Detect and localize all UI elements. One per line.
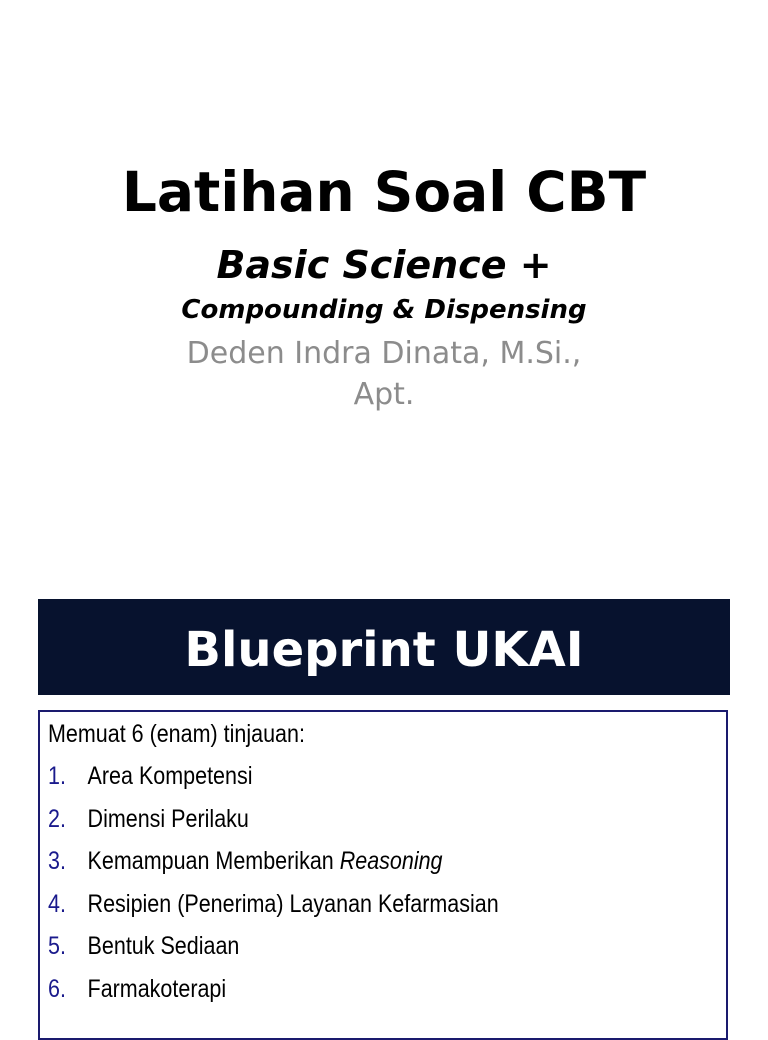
list-number: 1. (48, 762, 66, 790)
list-item (48, 973, 499, 1016)
list-label (88, 847, 443, 875)
list-number: 6. (48, 974, 66, 1003)
title-banner (38, 599, 730, 695)
list-label (88, 805, 249, 833)
plus-sign: + (519, 243, 552, 287)
list-item (48, 888, 499, 931)
banner-title: Blueprint UKAI (184, 622, 584, 678)
blueprint-slide (0, 590, 768, 1024)
list-label (88, 975, 227, 1003)
subtitle-text: Basic Science (216, 243, 507, 287)
list-label (88, 932, 240, 960)
list-item (48, 930, 499, 973)
list-label (88, 890, 499, 918)
slide-subtitle-secondary: Compounding & Dispensing (181, 295, 587, 325)
intro-text: Memuat 6 (enam) tinjauan: (48, 720, 305, 748)
list-number: 3. (48, 847, 66, 876)
list-label-text: Area Kompetensi (87, 762, 253, 790)
list-label-text: Farmakoterapi (87, 974, 227, 1003)
list-item (48, 803, 499, 846)
author-line-1: Deden Indra Dinata, M.Si., (186, 336, 582, 371)
author-name (134, 333, 634, 415)
author-line-2: Apt. (353, 377, 415, 412)
list-label (88, 762, 253, 790)
tinjauan-list (48, 760, 572, 1016)
content-box (38, 710, 728, 1040)
slide-title: Latihan Soal CBT (121, 160, 647, 224)
list-number: 4. (48, 889, 66, 918)
list-number: 2. (48, 804, 66, 833)
list-label-text: Kemampuan Memberikan (87, 847, 340, 876)
list-item (48, 845, 499, 888)
slide-subtitle (0, 239, 768, 291)
list-item (48, 760, 499, 803)
list-label-text: Bentuk Sediaan (87, 932, 240, 961)
list-label-emphasis: Reasoning (339, 847, 443, 876)
list-label-text: Dimensi Perilaku (87, 804, 249, 833)
list-label-text: Resipien (Penerima) Layanan Kefarmasian (87, 889, 499, 918)
list-number: 5. (48, 932, 66, 961)
